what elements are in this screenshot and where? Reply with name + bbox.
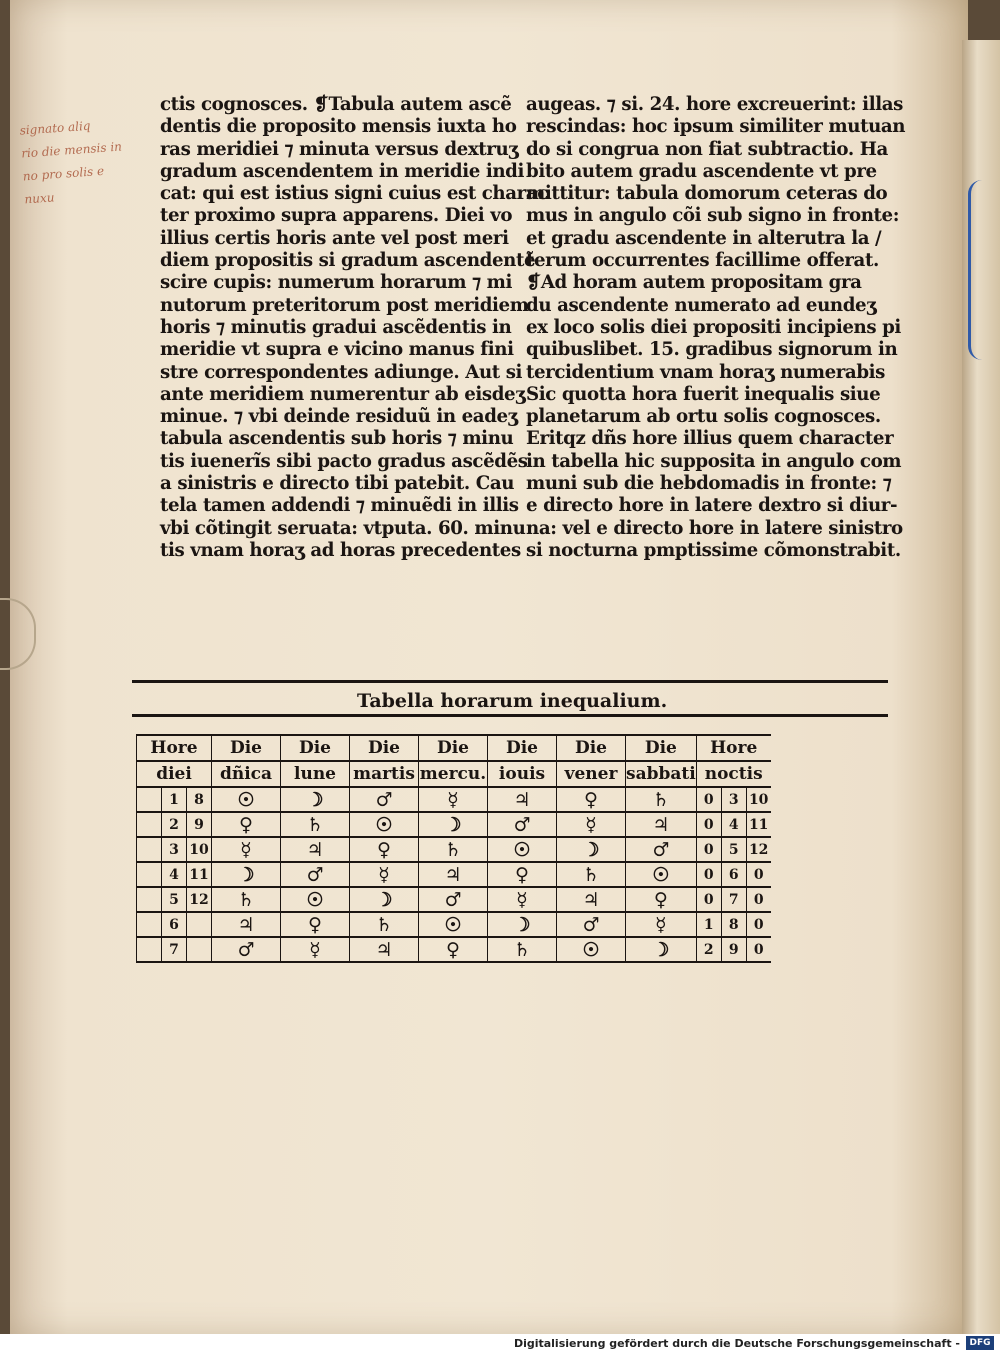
day-hour-cell: 3	[162, 837, 187, 862]
planet-symbol-cell: ♀	[488, 862, 557, 887]
header-cell: noctis	[696, 761, 771, 787]
day-hour-cell: 11	[187, 862, 212, 887]
text-line: nutorum preteritorum post meridiem	[160, 294, 529, 316]
planet-symbol-cell: ♄	[281, 812, 350, 837]
table-row	[137, 837, 771, 862]
planet-symbol-cell: ♄	[212, 887, 281, 912]
day-hour-cell	[187, 912, 212, 937]
header-cell: Die	[557, 735, 626, 761]
planet-symbol-cell: ☿	[488, 887, 557, 912]
planet-symbol-cell: ♂	[419, 887, 488, 912]
text-line: mus in angulo cõi sub signo in fronte:	[526, 205, 900, 227]
right-text-column	[526, 94, 905, 562]
text-line: tabula ascendentis sub horis ⁊ minu	[160, 428, 514, 450]
text-line: rescindas: hoc ipsum similiter mutuan	[526, 116, 906, 138]
planet-symbol-cell: ☉	[350, 812, 419, 837]
marginal-handwritten-note: signato aliq rio die mensis in no pro solis e nuxu	[19, 118, 123, 207]
left-text-column	[160, 94, 548, 562]
table-row	[137, 812, 771, 837]
planet-symbol-cell: ♂	[281, 862, 350, 887]
night-hour-cell: 11	[746, 812, 771, 837]
header-cell: Hore	[696, 735, 771, 761]
day-hour-cell	[187, 937, 212, 962]
text-line: in tabella hic supposita in angulo com	[526, 450, 902, 472]
table-row	[137, 787, 771, 812]
planet-symbol-cell: ♃	[626, 812, 697, 837]
text-line: ex loco solis diei propositi incipiens pi	[526, 316, 901, 338]
planet-symbol-cell: ☉	[488, 837, 557, 862]
day-hour-cell: 1	[162, 787, 187, 812]
planet-symbol-cell: ♄	[488, 937, 557, 962]
night-hour-cell: 3	[721, 787, 746, 812]
day-hour-cell: 12	[187, 887, 212, 912]
planet-symbol-cell: ☽	[350, 887, 419, 912]
planet-symbol-cell: ♀	[281, 912, 350, 937]
table-row	[137, 862, 771, 887]
spacer-cell	[137, 812, 162, 837]
text-line: du ascendente numerato ad eundeʒ	[526, 294, 877, 316]
header-cell: martis	[350, 761, 419, 787]
header-cell: iouis	[488, 761, 557, 787]
planet-symbol-cell: ☉	[557, 937, 626, 962]
header-cell: Die	[350, 735, 419, 761]
text-line: si nocturna pmptissime cõmonstrabit.	[526, 539, 901, 561]
planet-symbol-cell: ☽	[557, 837, 626, 862]
illumination-edge	[968, 180, 999, 360]
text-line: augeas. ⁊ si. 24. hore excreuerint: illas	[526, 94, 903, 115]
dfg-logo: DFG	[966, 1336, 994, 1350]
text-line: ras meridiei ⁊ minuta versus dextruʒ	[160, 138, 519, 160]
header-cell: Die	[212, 735, 281, 761]
planet-symbol-cell: ☽	[212, 862, 281, 887]
day-hour-cell: 5	[162, 887, 187, 912]
planet-symbol-cell: ♂	[626, 837, 697, 862]
planet-symbol-cell: ♀	[626, 887, 697, 912]
night-hour-cell: 8	[721, 912, 746, 937]
digitization-footer	[0, 1334, 1000, 1354]
night-hour-cell: 0	[746, 862, 771, 887]
planet-symbol-cell: ♂	[488, 812, 557, 837]
planet-symbol-cell: ☉	[281, 887, 350, 912]
text-line: horis ⁊ minutis gradui ascẽdentis in	[160, 316, 512, 338]
text-line: diem propositis si gradum ascendentẽ	[160, 250, 536, 272]
planet-symbol-cell: ☽	[281, 787, 350, 812]
day-hour-cell: 9	[187, 812, 212, 837]
planet-symbol-cell: ♄	[557, 862, 626, 887]
text-line: terum occurrentes facillime offerat.	[526, 250, 879, 272]
night-hour-cell: 7	[721, 887, 746, 912]
planet-symbol-cell: ☉	[212, 787, 281, 812]
night-hour-cell: 0	[746, 887, 771, 912]
text-line: bito autem gradu ascendente vt pre	[526, 160, 877, 182]
planet-symbol-cell: ☿	[212, 837, 281, 862]
text-line: stre correspondentes adiunge. Aut si	[160, 361, 523, 383]
spacer-cell	[137, 912, 162, 937]
planet-symbol-cell: ☽	[626, 937, 697, 962]
planet-symbol-cell: ☉	[419, 912, 488, 937]
planet-symbol-cell: ♀	[350, 837, 419, 862]
header-cell: vener	[557, 761, 626, 787]
text-line: na: vel e directo hore in latere sinistro	[526, 517, 903, 539]
header-cell: sabbati	[626, 761, 697, 787]
spacer-cell	[137, 837, 162, 862]
planet-symbol-cell: ♀	[557, 787, 626, 812]
text-line: ante meridiem numerentur ab eisdeʒ	[160, 383, 526, 405]
text-line: tela tamen addendi ⁊ minuẽdi in illis	[160, 495, 519, 517]
planet-symbol-cell: ☿	[350, 862, 419, 887]
day-hour-cell: 8	[187, 787, 212, 812]
text-line: ❡Ad horam autem propositam gra	[526, 272, 862, 294]
header-cell: Die	[626, 735, 697, 761]
header-cell: lune	[281, 761, 350, 787]
day-hour-cell: 4	[162, 862, 187, 887]
text-line: muni sub die hebdomadis in fronte: ⁊	[526, 473, 892, 495]
header-cell: dñica	[212, 761, 281, 787]
planet-symbol-cell: ♄	[419, 837, 488, 862]
planet-symbol-cell: ☿	[557, 812, 626, 837]
planet-symbol-cell: ♂	[350, 787, 419, 812]
planet-symbol-cell: ☽	[419, 812, 488, 837]
text-line: et gradu ascendente in alterutra la /	[526, 227, 882, 249]
day-hour-cell: 10	[187, 837, 212, 862]
text-line: vbi cõtingit seruata: vtputa. 60. minu	[160, 517, 526, 539]
table-row	[137, 912, 771, 937]
header-cell: Die	[281, 735, 350, 761]
table-title: Tabella horarum inequalium.	[357, 690, 668, 712]
spacer-cell	[137, 862, 162, 887]
header-cell: Die	[488, 735, 557, 761]
planet-symbol-cell: ♂	[557, 912, 626, 937]
text-line: tis vnam horaʒ ad horas precedentes	[160, 539, 521, 561]
night-hour-cell: 6	[721, 862, 746, 887]
text-line: do si congrua non fiat subtractio. Ha	[526, 138, 888, 160]
night-hour-cell: 0	[696, 887, 721, 912]
planet-symbol-cell: ♂	[212, 937, 281, 962]
text-line: tis iuenerĩs sibi pacto gradus ascẽdẽs	[160, 450, 528, 472]
text-line: scire cupis: numerum horarum ⁊ mi	[160, 272, 512, 294]
planet-symbol-cell: ♃	[557, 887, 626, 912]
text-line: ctis cognosces. ❡Tabula autem ascẽ	[160, 94, 512, 115]
text-line: ter proximo supra apparens. Diei vo	[160, 205, 513, 227]
planet-symbol-cell: ☽	[488, 912, 557, 937]
text-line: cat: qui est istius signi cuius est charac	[160, 183, 548, 205]
spacer-cell	[137, 887, 162, 912]
header-cell: diei	[137, 761, 212, 787]
header-cell: Die	[419, 735, 488, 761]
planet-symbol-cell: ♄	[350, 912, 419, 937]
text-line: minue. ⁊ vbi deinde residuũ in eadeʒ	[160, 406, 518, 428]
footer-credit: Digitalisierung gefördert durch die Deutsche Forschungsgemeinschaft -	[513, 1337, 960, 1350]
spacer-cell	[137, 937, 162, 962]
text-line: tercidentium vnam horaʒ numerabis	[526, 361, 885, 383]
planet-symbol-cell: ♃	[350, 937, 419, 962]
night-hour-cell: 10	[746, 787, 771, 812]
night-hour-cell: 12	[746, 837, 771, 862]
planet-symbol-cell: ☿	[281, 937, 350, 962]
night-hour-cell: 0	[746, 912, 771, 937]
table-row	[137, 937, 771, 962]
table-row	[137, 887, 771, 912]
planet-symbol-cell: ♃	[419, 862, 488, 887]
planet-symbol-cell: ☿	[419, 787, 488, 812]
text-line: Eritqz dñs hore illius quem character	[526, 428, 894, 450]
planet-symbol-cell: ☉	[626, 862, 697, 887]
planet-symbol-cell: ☿	[626, 912, 697, 937]
planet-symbol-cell: ♀	[212, 812, 281, 837]
top-rule	[132, 680, 888, 683]
night-hour-cell: 2	[696, 937, 721, 962]
night-hour-cell: 1	[696, 912, 721, 937]
day-hour-cell: 7	[162, 937, 187, 962]
planetary-hours-table	[136, 734, 771, 963]
text-line: illius certis horis ante vel post meri	[160, 227, 509, 249]
header-cell: Hore	[137, 735, 212, 761]
night-hour-cell: 5	[721, 837, 746, 862]
planet-symbol-cell: ♃	[488, 787, 557, 812]
night-hour-cell: 0	[696, 812, 721, 837]
planet-symbol-cell: ♀	[419, 937, 488, 962]
text-line: planetarum ab ortu solis cognosces.	[526, 406, 881, 428]
planet-symbol-cell: ♃	[212, 912, 281, 937]
night-hour-cell: 4	[721, 812, 746, 837]
text-line: mittitur: tabula domorum ceteras do	[526, 183, 888, 205]
header-cell: mercu.	[419, 761, 488, 787]
text-line: quibuslibet. 15. gradibus signorum in	[526, 339, 898, 361]
spacer-cell	[137, 787, 162, 812]
text-line: Sic quotta hora fuerit inequalis siue	[526, 383, 881, 405]
text-line: meridie vt supra e vicino manus fini	[160, 339, 514, 361]
text-line: dentis die proposito mensis iuxta ho	[160, 116, 517, 138]
day-hour-cell: 2	[162, 812, 187, 837]
night-hour-cell: 0	[746, 937, 771, 962]
night-hour-cell: 9	[721, 937, 746, 962]
text-line: gradum ascendentem in meridie indi	[160, 160, 525, 182]
text-line: a sinistris e directo tibi patebit. Cau	[160, 473, 515, 495]
day-hour-cell: 6	[162, 912, 187, 937]
planet-symbol-cell: ♃	[281, 837, 350, 862]
planet-symbol-cell: ♄	[626, 787, 697, 812]
title-rule	[132, 714, 888, 717]
night-hour-cell: 0	[696, 837, 721, 862]
night-hour-cell: 0	[696, 862, 721, 887]
text-line: e directo hore in latere dextro si diur-	[526, 495, 898, 517]
night-hour-cell: 0	[696, 787, 721, 812]
